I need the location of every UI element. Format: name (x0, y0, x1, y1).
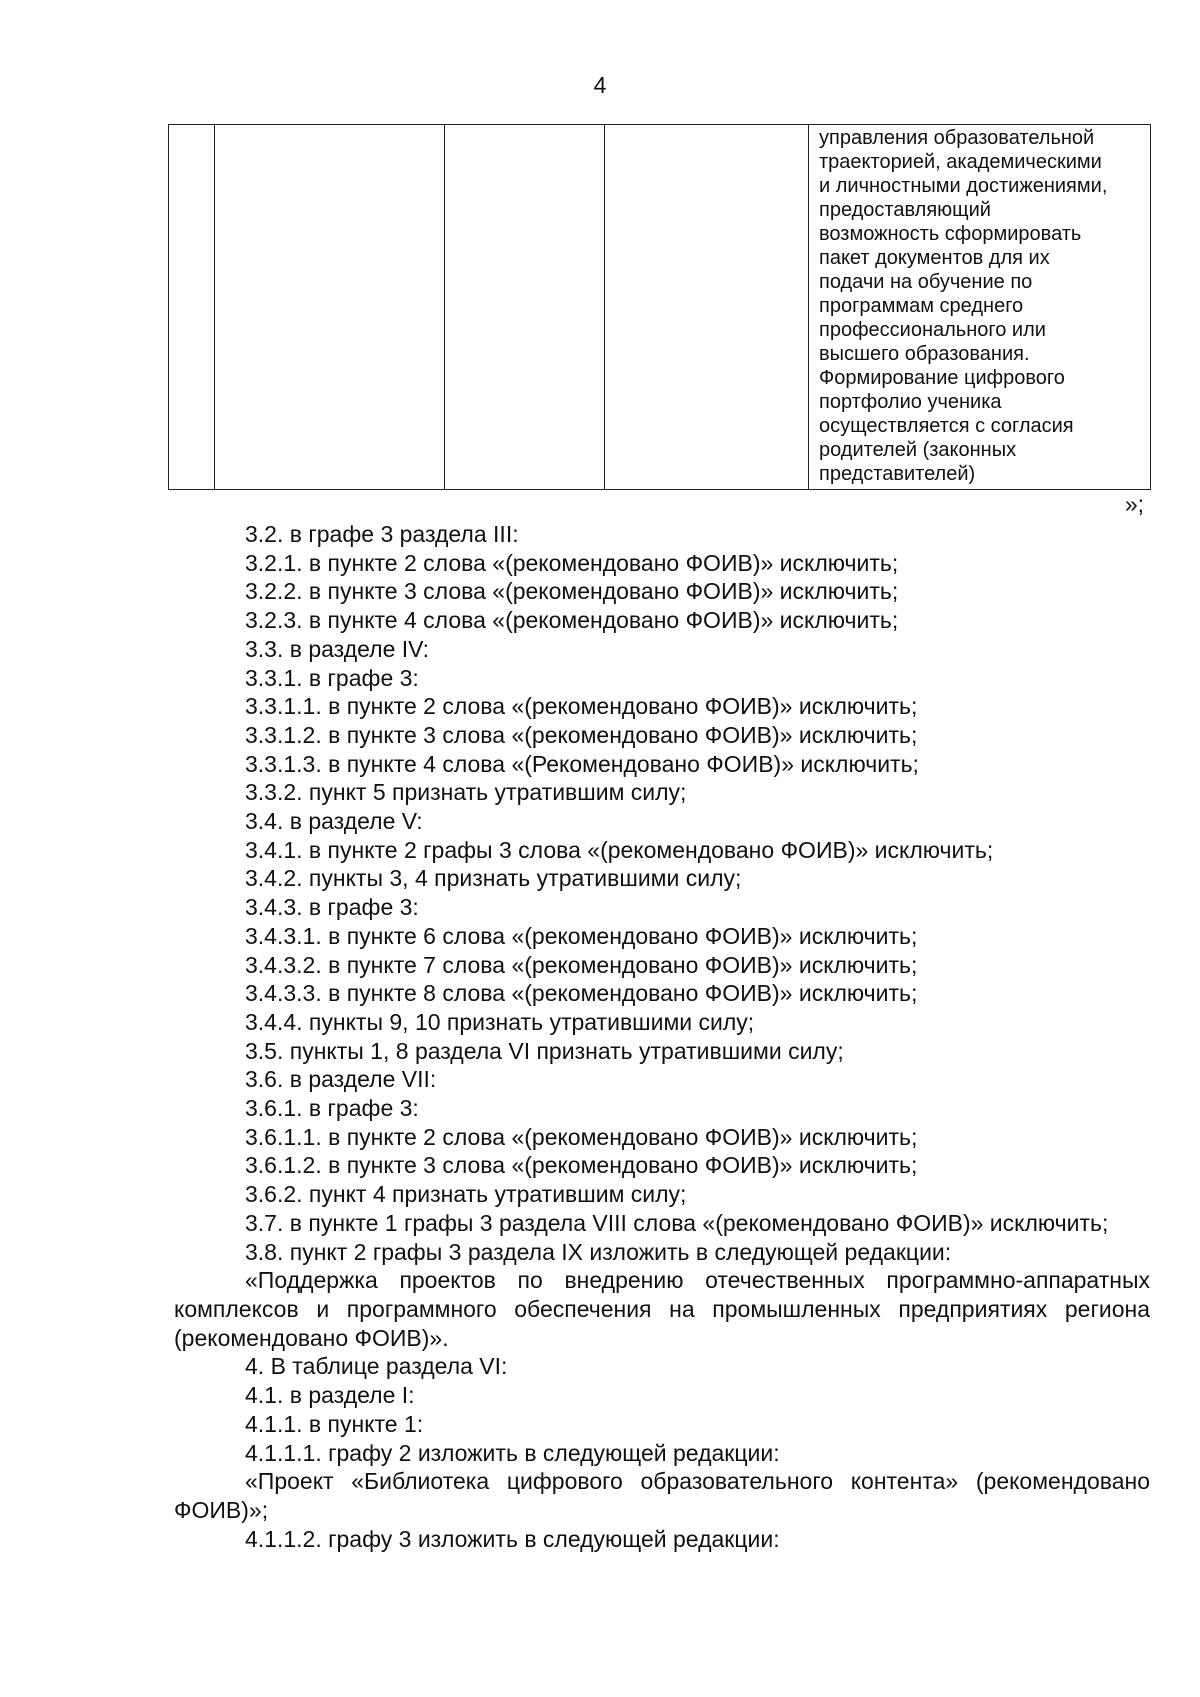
paragraph: 3.2.2. в пункте 3 слова «(рекомендовано ФОИВ)» исключить; (245, 578, 899, 605)
document-body (174, 520, 1150, 1553)
table-cell-col5 (809, 125, 1151, 490)
table-cell-line: осуществляется с согласия (819, 415, 1074, 437)
paragraph: 3.4.4. пункты 9, 10 признать утратившими силу; (245, 1008, 755, 1035)
page-number: 4 (593, 72, 607, 98)
table-cell-line: представителей) (819, 463, 976, 485)
paragraph: 3.6.1.1. в пункте 2 слова «(рекомендовано ФОИВ)» исключить; (245, 1123, 918, 1150)
closing-quote: »; (1124, 491, 1144, 517)
table-cell-line: Формирование цифрового (819, 367, 1065, 389)
paragraph: 3.6.1. в графе 3: (245, 1095, 419, 1122)
paragraph: 3.4.3. в графе 3: (245, 894, 419, 921)
table-cell-col3 (445, 125, 605, 490)
paragraph: 3.6.2. пункт 4 признать утратившим силу; (245, 1181, 687, 1208)
paragraph: «Поддержка проектов по внедрению отечественных программно-аппаратных комплексов и программного обеспечения на промышленных предприятиях региона (рекомендовано ФОИВ)». (174, 1267, 1150, 1351)
table-cell-text (809, 125, 1150, 486)
paragraph: 3.4.2. пункты 3, 4 признать утратившими силу; (245, 865, 742, 892)
table-cell-line: родителей (законных (819, 439, 1017, 461)
paragraph: 4. В таблице раздела VI: (245, 1353, 508, 1380)
table-cell-line: предоставляющий (819, 199, 991, 221)
paragraph: 4.1.1. в пункте 1: (245, 1410, 424, 1437)
table-cell-col2 (215, 125, 445, 490)
table-cell-line: подачи на обучение по (819, 271, 1033, 293)
paragraph: 3.5. пункты 1, 8 раздела VI признать утратившими силу; (245, 1037, 844, 1064)
paragraph: 3.2.3. в пункте 4 слова «(рекомендовано ФОИВ)» исключить; (245, 607, 899, 634)
table-cell-col1 (169, 125, 215, 490)
table-cell-line: и личностными достижениями, (819, 175, 1108, 197)
table-cell-line: возможность сформировать (819, 223, 1082, 245)
paragraph: 3.3.1. в графе 3: (245, 664, 419, 691)
paragraph: 3.4.3.1. в пункте 6 слова «(рекомендовано ФОИВ)» исключить; (245, 922, 918, 949)
paragraph: 3.2.1. в пункте 2 слова «(рекомендовано ФОИВ)» исключить; (245, 549, 899, 576)
table-cell-line: программам среднего (819, 295, 1024, 317)
continuation-table (168, 124, 1151, 490)
table-cell-line: портфолио ученика (819, 391, 1002, 413)
table-cell-line: управления образовательной (819, 127, 1095, 149)
table-cell-line: траекторией, академическими (819, 151, 1102, 173)
paragraph: 3.2. в графе 3 раздела III: (245, 521, 519, 547)
paragraph: 3.3.1.2. в пункте 3 слова «(рекомендовано ФОИВ)» исключить; (245, 721, 918, 748)
table-cell-line: пакет документов для их (819, 247, 1050, 269)
paragraph: 3.6. в разделе VII: (245, 1066, 437, 1093)
table-cell-col4 (605, 125, 809, 490)
paragraph: 3.3.1.3. в пункте 4 слова «(Рекомендовано ФОИВ)» исключить; (245, 750, 919, 777)
paragraph: 4.1. в разделе I: (245, 1382, 415, 1409)
paragraph: 4.1.1.1. графу 2 изложить в следующей редакции: (245, 1439, 780, 1466)
paragraph: 3.4.1. в пункте 2 графы 3 слова «(рекомендовано ФОИВ)» исключить; (245, 836, 994, 863)
paragraph: 3.7. в пункте 1 графы 3 раздела VIII слова «(рекомендовано ФОИВ)» исключить; (245, 1209, 1109, 1236)
paragraph: 3.3. в разделе IV: (245, 635, 430, 662)
paragraph: 3.4. в разделе V: (245, 808, 423, 835)
table-row (169, 125, 1151, 490)
paragraph: 3.3.1.1. в пункте 2 слова «(рекомендовано ФОИВ)» исключить; (245, 693, 918, 720)
paragraph: 3.4.3.3. в пункте 8 слова «(рекомендовано ФОИВ)» исключить; (245, 980, 918, 1007)
paragraph: 3.3.2. пункт 5 признать утратившим силу; (245, 779, 687, 806)
table-cell-line: высшего образования. (819, 343, 1030, 365)
paragraph: 3.6.1.2. в пункте 3 слова «(рекомендовано ФОИВ)» исключить; (245, 1152, 918, 1179)
paragraph: 3.8. пункт 2 графы 3 раздела IX изложить в следующей редакции: (245, 1238, 952, 1265)
table-cell-line: профессионального или (819, 319, 1046, 341)
paragraph: 4.1.1.2. графу 3 изложить в следующей редакции: (245, 1525, 780, 1552)
paragraph: «Проект «Библиотека цифрового образовательного контента» (рекомендовано ФОИВ)»; (174, 1468, 1150, 1523)
paragraph: 3.4.3.2. в пункте 7 слова «(рекомендовано ФОИВ)» исключить; (245, 951, 918, 978)
